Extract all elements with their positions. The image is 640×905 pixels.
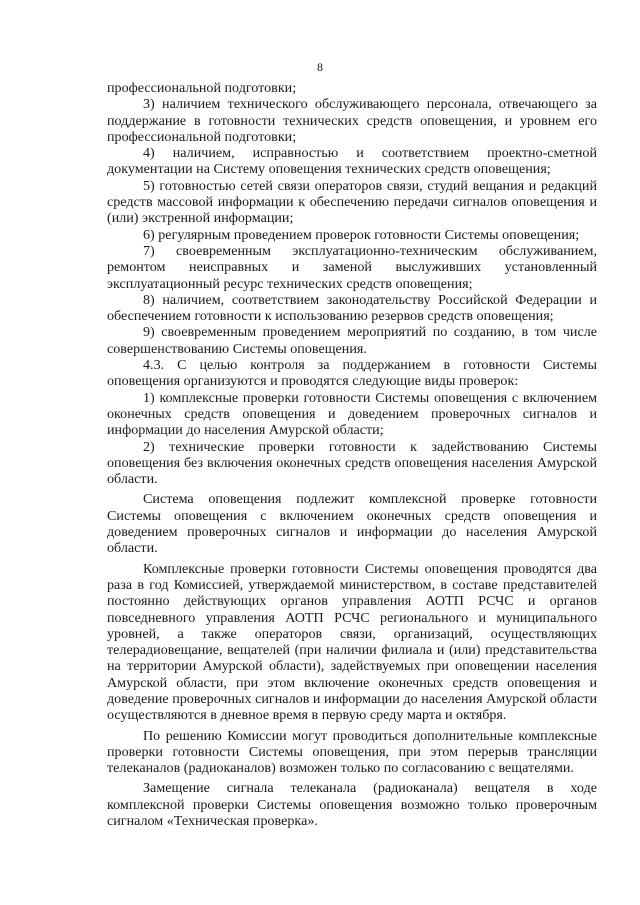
paragraph: 3) наличием технического обслуживающего персонала, отвечающего за поддержание в готовности технических средств оповещения, и уровнем его профессиональной подготовки; [107, 96, 597, 145]
paragraph: 7) своевременным эксплуатационно-техническим обслуживанием, ремонтом неисправных и заменой выслуживших установленный эксплуатационный ресурс технических средств оповещения; [107, 242, 597, 292]
paragraph: 4.3. С целью контроля за поддержанием в готовности Системы оповещения организуются и проводятся следующие виды проверок: [107, 357, 597, 390]
paragraph: 2) технические проверки готовности к задействованию Системы оповещения без включения оконечных средств оповещения населения Амурской области. [107, 438, 597, 488]
paragraph: 9) своевременным проведением мероприятий по созданию, в том числе совершенствованию Системы оповещения. [107, 324, 597, 357]
paragraph: Замещение сигнала телеканала (радиоканала) вещателя в ходе комплексной проверки Системы оповещения возможно только проверочным сигналом «Техническая проверка». [107, 780, 597, 830]
paragraph: 1) комплексные проверки готовности Системы оповещения с включением оконечных средств оповещения и доведением проверочных сигналов и информации до населения Амурской области; [107, 389, 597, 439]
paragraph: Система оповещения подлежит комплексной проверке готовности Системы оповещения с включением оконечных средств оповещения и доведением проверочных сигналов и информации до населения Амурской области. [107, 491, 597, 557]
page-number: 8 [317, 60, 323, 74]
paragraph: 4) наличием, исправностью и соответствием проектно-сметной документации на Систему оповещения технических средств оповещения; [107, 145, 597, 178]
paragraph-continuation: профессиональной подготовки; [107, 80, 297, 96]
paragraph: Комплексные проверки готовности Системы оповещения проводятся два раза в год Комиссией, утверждаемой министерством, в составе представителей постоянно действующих органов управления АОТП РСЧС и органов повседневного управления АОТП РСЧС регионального и муниципального уровней, а также операторов связи, организаций, осуществляющих телерадиовещание, вещателей (при наличии филиала и (или) представительства на территории Амурской области), задействуемых при оповещении населения Амурской области, при этом включение оконечных средств оповещения и доведение проверочных сигналов и информации до населения Амурской области осуществляются в дневное время в первую среду марта и октября. [107, 560, 597, 724]
paragraph: 5) готовностью сетей связи операторов связи, студий вещания и редакций средств массовой информации к обеспечению передачи сигналов оповещения и (или) экстренной информации; [107, 177, 597, 227]
paragraph: 8) наличием, соответствием законодательству Российской Федерации и обеспечением готовности к использованию резервов средств оповещения; [107, 291, 597, 325]
document-body [107, 80, 597, 829]
paragraph: По решению Комиссии могут проводиться дополнительные комплексные проверки готовности Системы оповещения, при этом перерыв трансляции телеканалов (радиоканалов) возможен только по согласованию с вещателями. [107, 727, 597, 777]
paragraph: 6) регулярным проведением проверок готовности Системы оповещения; [143, 226, 580, 243]
